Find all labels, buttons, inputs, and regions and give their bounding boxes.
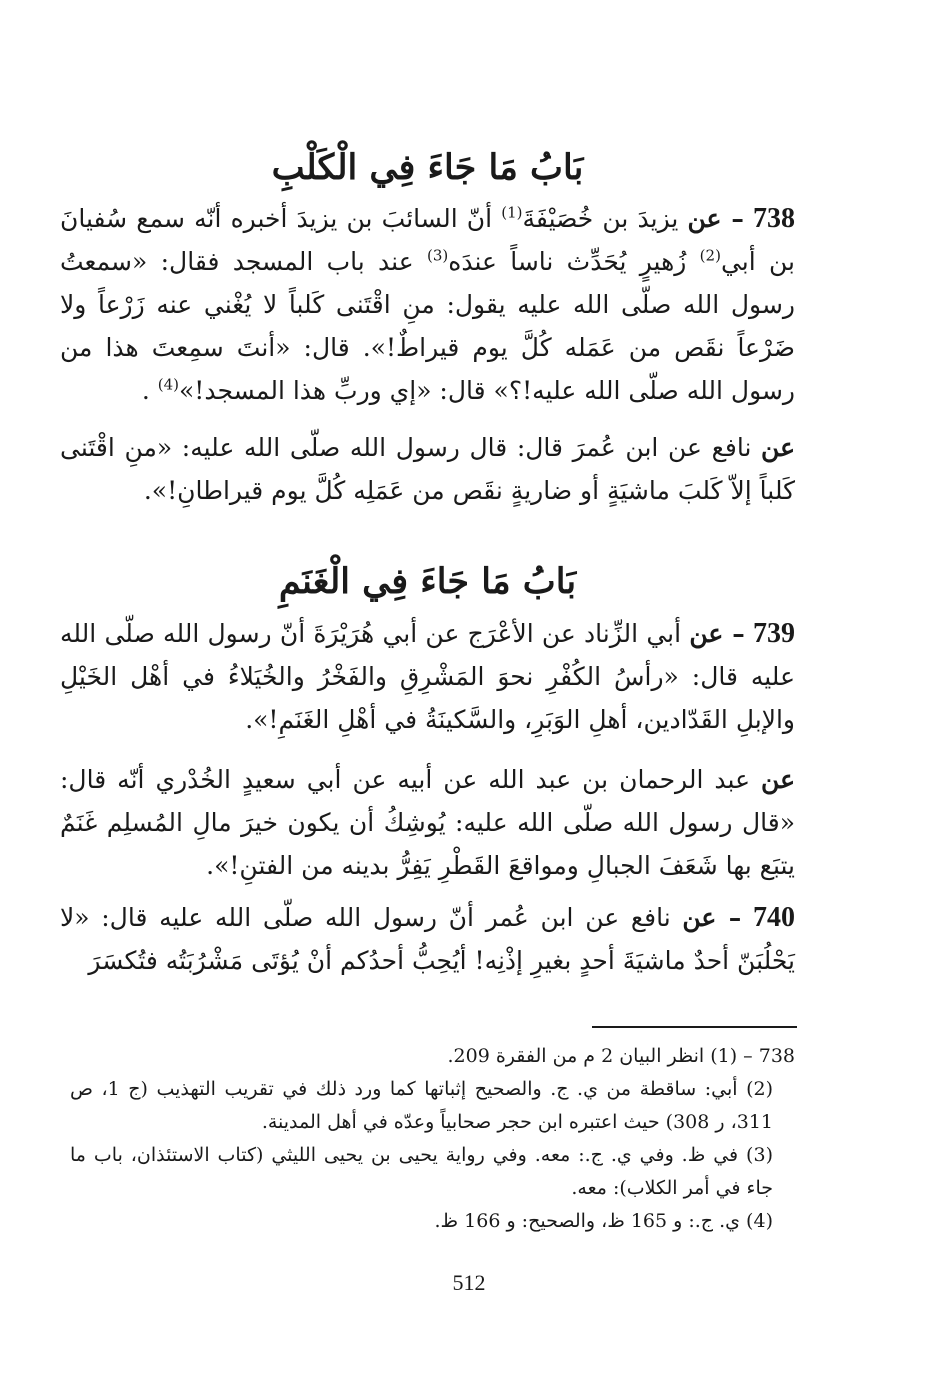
hadith-paragraph bbox=[60, 612, 795, 741]
hadith-text: عبد الرحمان بن عبد الله عن أبيه عن أبي سعيدٍ الخُدْري أنّه قال: «قال رسول الله صلّى الله عليه: يُوشِكُ أن يكون خيرَ مالِ المُسلِم غَنَمٌ يتبَع بها شَعَفَ الجبالِ ومواقعَ القَطْرِ يَفِرُّ بدينه من الفتنِ!». bbox=[60, 765, 795, 880]
hadith-text: زُهيرٍ يُحَدِّث ناساً عندَه bbox=[448, 247, 700, 276]
footnote-2: (2) أبي: ساقطة من ي. ج. والصحيح إثباتها كما ورد ذلك في تقريب التهذيب (ج 1، ص 311، ر 308) حيث اعتبره ابن حجر صحابياً وعدّه في أهل المدينة. bbox=[70, 1078, 773, 1133]
hadith-739 bbox=[60, 612, 795, 741]
chapter-title-dog: بَابُ مَا جَاءَ فِي الْكَلْبِ bbox=[271, 147, 584, 188]
hadith-text: نافع عن ابن عُمر أنّ رسول الله صلّى الله عليه قال: «لا يَحْلُبَنّ أحدٌ ماشيَةَ أحدٍ بغيرِ إذْنِه! أيُحِبُّ أحدُكم أنْ يُؤتَى مَشْرُبَتُه فتُكسَرَ bbox=[60, 903, 795, 975]
footnote-ref: (4) bbox=[157, 375, 179, 394]
hadith-text: . bbox=[141, 376, 158, 405]
hadith-739-variant bbox=[60, 758, 795, 887]
footnotes bbox=[70, 1040, 795, 1238]
footnote-4: (4) ي. ج.: و 165 ظ، والصحيح: و 166 ظ. bbox=[434, 1210, 773, 1232]
hadith-text: أنّ السائبَ بن يزيدَ أخبره أنّه سمع سُفيانَ بن أبي bbox=[60, 204, 795, 276]
footnote-3: (3) في ظ. وفي ي. ج.: معه. وفي رواية يحيى بن يحيى الليثي (كتاب الاستئذان، باب ما جاء في أمر الكلاب): معه. bbox=[70, 1144, 773, 1199]
hadith-paragraph bbox=[60, 758, 795, 887]
hadith-number: 739 bbox=[753, 618, 795, 649]
hadith-text: أبي الزِّناد عن الأعْرَج عن أبي هُرَيْرَةَ أنّ رسول الله صلّى الله عليه قال: «رأسُ الكُفْرِ نحوَ المَشْرِقِ والفَخْرُ والخُيَلاءُ في أهْل الخَيْلِ والإبلِ القَدّادين، أهلِ الوَبَرِ، والسَّكينَةُ في أهْلِ الغَنَمِ!». bbox=[60, 619, 795, 734]
hadith-text: نافع عن ابن عُمرَ قال: قال رسول الله صلّى الله عليه: «منِ اقْتَنى كَلباً إلاّ كَلبَ ماشيَةٍ أو ضاريةٍ نقَص من عَمَلِه كُلَّ يوم قيراطانِ!». bbox=[60, 433, 795, 505]
hadith-paragraph bbox=[60, 197, 795, 412]
footnote-738-1: 738 – (1) انظر البيان 2 م من الفقرة 209. bbox=[447, 1045, 795, 1067]
hadith-lead: – عن bbox=[687, 204, 744, 233]
hadith-738-variant bbox=[60, 426, 795, 512]
hadith-text: يزيدَ بن خُصَيْفَةَ bbox=[522, 204, 688, 233]
footnote-ref: (1) bbox=[501, 203, 523, 222]
hadith-740 bbox=[60, 896, 795, 982]
footnote-ref: (2) bbox=[699, 246, 721, 265]
hadith-text: عند باب المسجد فقال: «سمعتُ رسول الله صلّى الله عليه يقول: منِ اقْتَنى كَلباً لا يُغْني عنه زَرْعاً ولا ضَرْعاً نقَص من عَمَله كُلَّ يوم قيراطٌ!». قال: «أنتَ سمِعتَ هذا من رسول الله صلّى الله عليه!؟» قال: «إي وربِّ هذا المسجد!» bbox=[60, 247, 795, 405]
hadith-paragraph bbox=[60, 896, 795, 982]
hadith-738 bbox=[60, 197, 795, 412]
hadith-lead: – عن bbox=[689, 619, 745, 648]
footnote-divider bbox=[592, 1026, 797, 1028]
footnote-ref: (3) bbox=[426, 246, 449, 265]
hadith-number: 738 bbox=[753, 203, 796, 234]
hadith-lead: عن bbox=[761, 765, 795, 794]
hadith-paragraph bbox=[60, 426, 795, 512]
hadith-lead: – عن bbox=[682, 903, 742, 932]
hadith-number: 740 bbox=[752, 902, 795, 933]
page-number: 512 bbox=[452, 1270, 486, 1295]
hadith-lead: عن bbox=[761, 433, 795, 462]
chapter-title-sheep: بَابُ مَا جَاءَ فِي الْغَنَمِ bbox=[278, 561, 577, 602]
